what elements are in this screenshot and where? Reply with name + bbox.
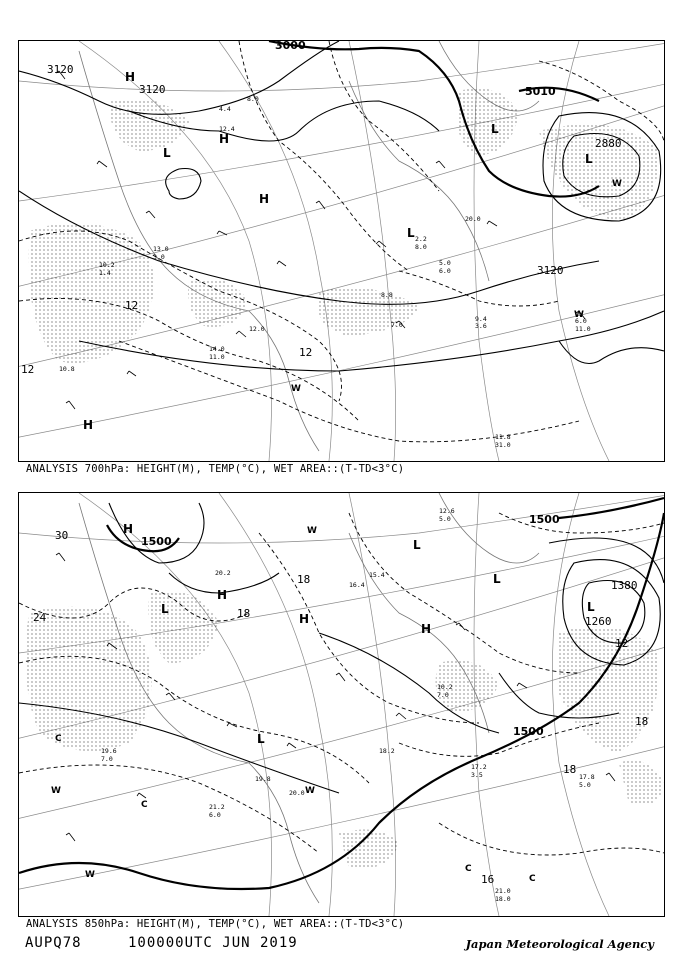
center-mark: C — [141, 800, 148, 810]
map-850hpa — [18, 492, 665, 917]
station-value: 17.8 — [579, 773, 595, 781]
station-value: 6.0 — [439, 267, 451, 275]
center-mark: H — [125, 70, 136, 84]
station-value: 3.0 — [153, 253, 165, 261]
map-700hpa-canvas — [19, 41, 664, 461]
station-value: 13.0 — [153, 245, 169, 253]
contour-label: 12 — [299, 346, 313, 359]
center-mark: L — [587, 600, 595, 614]
center-mark: L — [491, 122, 499, 136]
map-700hpa — [18, 40, 665, 462]
station-value: 8.8 — [381, 291, 393, 299]
center-mark: W — [612, 179, 622, 189]
center-mark: H — [123, 522, 134, 536]
station-value: 8.0 — [247, 95, 259, 103]
station-value: 18.2 — [379, 747, 395, 755]
center-mark: H — [259, 192, 270, 206]
center-mark: L — [161, 602, 169, 616]
station-value: 7.0 — [101, 755, 113, 763]
station-value: 9.4 — [475, 315, 487, 323]
station-value: 10.8 — [59, 365, 75, 373]
center-mark: C — [529, 874, 536, 884]
station-value: 7.0 — [437, 691, 449, 699]
station-value: 20.0 — [465, 215, 481, 223]
station-value: 3.6 — [475, 322, 487, 330]
center-mark: W — [291, 384, 301, 394]
caption-850hpa: ANALYSIS 850hPa: HEIGHT(M), TEMP(°C), WET AREA::(T-TD<3°C) — [26, 918, 405, 930]
center-mark: H — [299, 612, 310, 626]
center-mark: C — [55, 734, 62, 744]
station-value: 14.0 — [209, 345, 225, 353]
station-value: 15.4 — [369, 571, 385, 579]
contour-label: 5010 — [525, 85, 556, 98]
center-mark: H — [217, 588, 228, 602]
center-mark: L — [407, 226, 415, 240]
station-value: 8.0 — [415, 243, 427, 251]
station-value: 5.0 — [579, 781, 591, 789]
center-mark: H — [83, 418, 94, 432]
contour-label: 3120 — [139, 83, 166, 96]
contour-label: 12 — [615, 637, 629, 650]
center-mark: C — [465, 864, 472, 874]
center-mark: W — [51, 786, 61, 796]
center-mark: W — [85, 870, 95, 880]
station-value: 12.6 — [439, 507, 455, 515]
center-mark: W — [305, 786, 315, 796]
station-value: 11.0 — [575, 325, 591, 333]
station-value: 20.0 — [289, 789, 305, 797]
station-value: 11.0 — [209, 353, 225, 361]
station-value: 16.4 — [349, 581, 365, 589]
station-value: 6.0 — [209, 811, 221, 819]
wet-area — [28, 89, 659, 364]
center-mark: L — [493, 572, 501, 586]
contour-label: 3000 — [275, 41, 306, 52]
station-value: 11.8 — [495, 433, 511, 441]
map-850hpa-canvas — [19, 493, 664, 916]
station-value: 10.2 — [99, 261, 115, 269]
contour-label: 1500 — [141, 535, 172, 548]
center-mark: H — [219, 132, 230, 146]
agency-name: Japan Meteorological Agency — [465, 937, 654, 951]
valid-time: 100000UTC JUN 2019 — [128, 935, 298, 951]
station-value: 5.0 — [439, 259, 451, 267]
chart-code: AUPQ78 — [25, 935, 82, 951]
station-value: 20.2 — [215, 569, 231, 577]
station-value: 18.0 — [495, 895, 511, 903]
center-mark: L — [585, 152, 593, 166]
contour-label: 3120 — [537, 264, 564, 277]
station-value: 19.8 — [255, 775, 271, 783]
contour-label: 3120 — [47, 63, 74, 76]
contour-label: 18 — [237, 607, 251, 620]
station-value: 7.0 — [391, 321, 403, 329]
station-value: 1.4 — [99, 269, 111, 277]
contour-label: 12 — [21, 363, 35, 376]
contour-label: 1500 — [513, 725, 544, 738]
station-value: 12.0 — [249, 325, 265, 333]
station-value: 19.6 — [101, 747, 117, 755]
bold-contours — [269, 41, 599, 197]
station-value: 17.2 — [471, 763, 487, 771]
contour-label: 1500 — [529, 513, 560, 526]
center-mark: L — [257, 732, 265, 746]
center-mark: W — [574, 310, 584, 320]
station-value: 5.0 — [439, 515, 451, 523]
station-value: 3.5 — [471, 771, 483, 779]
station-value: 21.0 — [495, 887, 511, 895]
station-value: 10.2 — [437, 683, 453, 691]
center-mark: L — [413, 538, 421, 552]
contour-label: 1380 — [611, 579, 638, 592]
station-value: 2.2 — [415, 235, 427, 243]
station-value: 31.0 — [495, 441, 511, 449]
station-value: 21.2 — [209, 803, 225, 811]
contour-label: 2880 — [595, 137, 622, 150]
station-value: 4.4 — [219, 105, 231, 113]
center-mark: W — [307, 526, 317, 536]
center-mark: H — [421, 622, 432, 636]
station-value: 6.0 — [575, 317, 587, 325]
contour-label: 18 — [635, 715, 649, 728]
contour-label: 18 — [563, 763, 577, 776]
station-value: 12.4 — [219, 125, 235, 133]
contour-label: 12 — [125, 299, 139, 312]
contour-label: 30 — [55, 529, 69, 542]
contour-label: 18 — [297, 573, 311, 586]
contour-label: 24 — [33, 611, 47, 624]
caption-700hpa: ANALYSIS 700hPa: HEIGHT(M), TEMP(°C), WET AREA::(T-TD<3°C) — [26, 463, 405, 475]
contour-label: 1260 — [585, 615, 612, 628]
center-mark: L — [163, 146, 171, 160]
contour-label: 16 — [481, 873, 495, 886]
